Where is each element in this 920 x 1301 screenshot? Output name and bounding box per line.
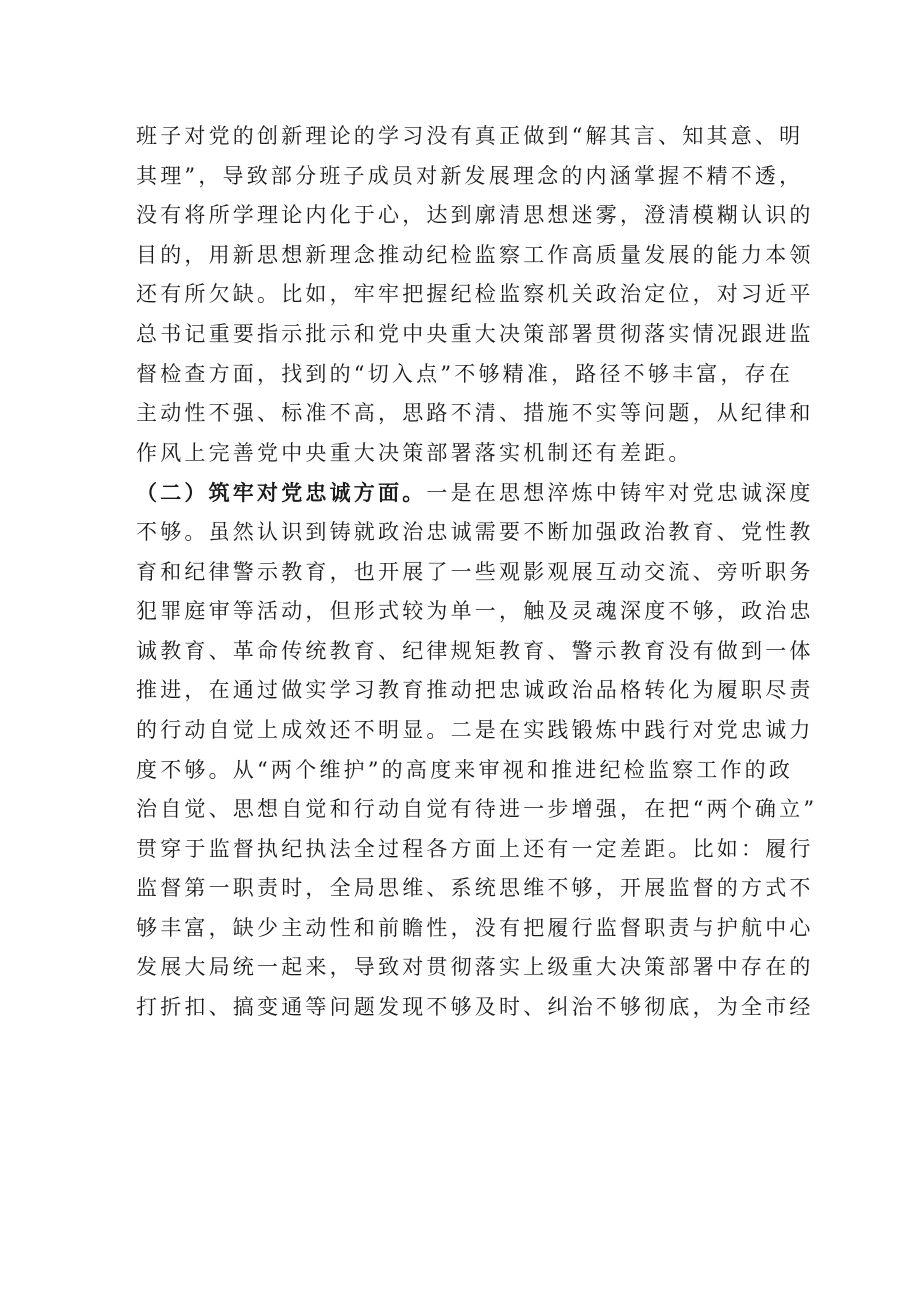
text-line: 总书记重要指示批示和党中央重大决策部署贯彻落实情况跟进监: [136, 321, 814, 346]
heading-line-text: 一是在思想淬炼中铸牢对党忠诚深度: [426, 481, 814, 506]
text-line: 度不够。从“两个维护”的高度来审视和推进纪检监察工作的政: [136, 757, 794, 782]
text-line: 的行动自觉上成效还不明显。二是在实践锻炼中践行对党忠诚力: [136, 717, 814, 742]
text-line: 目的，用新思想新理念推动纪检监察工作高质量发展的能力本领: [136, 242, 814, 267]
section-heading-line: [136, 473, 814, 513]
paragraph-2: [136, 473, 818, 1027]
text-line: 不够。虽然认识到铸就政治忠诚需要不断加强政治教育、党性教: [136, 519, 814, 544]
text-line: 监督第一职责时，全局思维、系统思维不够，开展监督的方式不: [136, 876, 814, 901]
text-line: 主动性不强、标准不高，思路不清、措施不实等问题，从纪律和: [136, 401, 814, 426]
text-line: 班子对党的创新理论的学习没有真正做到“解其言、知其意、明: [136, 124, 804, 148]
text-line: 贯穿于监督执纪执法全过程各方面上还有一定差距。比如：履行: [136, 836, 814, 861]
text-line: 犯罪庭审等活动，但形式较为单一，触及灵魂深度不够，政治忠: [136, 599, 814, 624]
text-line: 诚教育、革命传统教育、纪律规矩教育、警示教育没有做到一体: [136, 638, 814, 663]
text-line: 推进，在通过做实学习教育推动把忠诚政治品格转化为履职尽责: [136, 678, 814, 703]
text-line: 育和纪律警示教育，也开展了一些观影观展互动交流、旁听职务: [136, 559, 814, 584]
text-line: 作风上完善党中央重大决策部署落实机制还有差距。: [136, 440, 693, 465]
text-line: 督检查方面，找到的“切入点”不够精准，路径不够丰富，存在: [136, 361, 794, 386]
text-line: 没有将所学理论内化于心，达到廓清思想迷雾，澄清模糊认识的: [136, 203, 814, 228]
paragraph-1: [136, 117, 814, 473]
text-line: 发展大局统一起来，导致对贯彻落实上级重大决策部署中存在的: [136, 955, 814, 980]
text-line: 治自觉、思想自觉和行动自觉有待进一步增强，在把“两个确立”: [136, 797, 818, 822]
section-heading: （二）筑牢对党忠诚方面。: [136, 480, 427, 506]
text-line: 打折扣、搞变通等问题发现不够及时、纠治不够彻底，为全市经: [136, 995, 814, 1020]
body-text: [136, 117, 818, 1028]
text-line: 还有所欠缺。比如，牢牢把握纪检监察机关政治定位，对习近平: [136, 282, 814, 307]
text-line: 够丰富，缺少主动性和前瞻性，没有把履行监督职责与护航中心: [136, 915, 814, 940]
text-line: 其理”，导致部分班子成员对新发展理念的内涵掌握不精不透，: [136, 163, 804, 188]
